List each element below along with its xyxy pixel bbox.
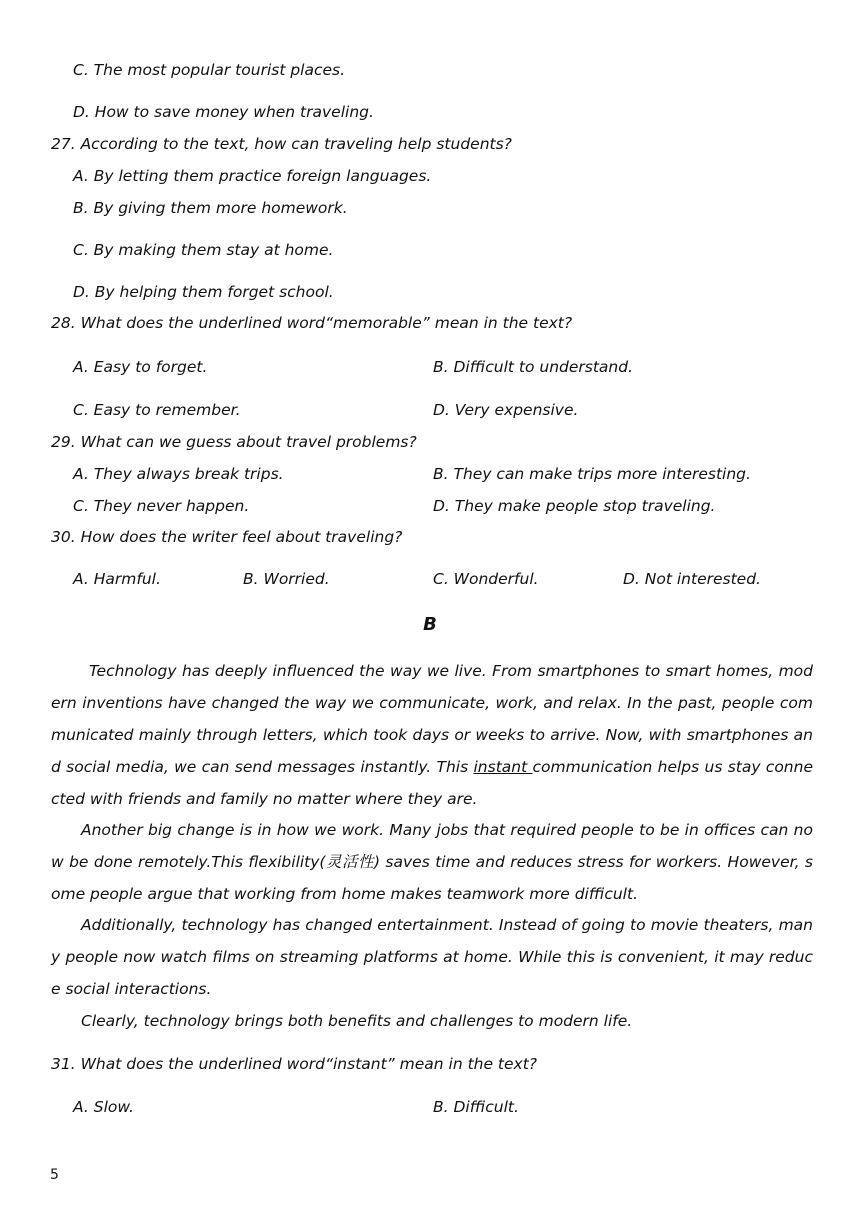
q26-option-d: D. How to save money when traveling. — [73, 103, 374, 121]
passage-p1-text-after: communication helps us stay connected with friends and family no matter where they are. — [51, 758, 813, 808]
q29-option-c: C. They never happen. — [73, 497, 250, 515]
section-b-heading: B — [423, 614, 437, 635]
q29-option-b: B. They can make trips more interesting. — [433, 465, 751, 483]
q29-question: 29. What can we guess about travel problems? — [51, 433, 417, 451]
passage-paragraph-2: Another big change is in how we work. Many jobs that required people to be in offices can now be done remotely.This flexibility(灵活性) saves time and reduces stress for workers. However, some people argue that working from home makes teamwork more difficult. — [51, 821, 813, 903]
q27-option-d: D. By helping them forget school. — [73, 283, 334, 301]
passage-paragraph-4: Clearly, technology brings both benefits and challenges to modern life. — [81, 1012, 633, 1030]
q29-option-d: D. They make people stop traveling. — [433, 497, 716, 515]
q28-option-b: B. Difficult to understand. — [433, 358, 634, 376]
q29-option-a: A. They always break trips. — [73, 465, 284, 483]
q27-option-b: B. By giving them more homework. — [73, 199, 348, 217]
q30-question: 30. How does the writer feel about traveling? — [51, 528, 403, 546]
q28-option-d: D. Very expensive. — [433, 401, 579, 419]
q31-option-b: B. Difficult. — [433, 1098, 519, 1116]
q30-option-d: D. Not interested. — [623, 570, 761, 588]
q28-option-c: C. Easy to remember. — [73, 401, 241, 419]
q26-option-c: C. The most popular tourist places. — [73, 61, 346, 79]
q30-option-b: B. Worried. — [243, 570, 330, 588]
q31-question: 31. What does the underlined word“instant” mean in the text? — [51, 1055, 538, 1073]
q28-option-a: A. Easy to forget. — [73, 358, 208, 376]
underlined-word-instant: instant — [473, 758, 533, 776]
q27-question: 27. According to the text, how can traveling help students? — [51, 135, 512, 153]
q27-option-a: A. By letting them practice foreign languages. — [73, 167, 432, 185]
q27-option-c: C. By making them stay at home. — [73, 241, 334, 259]
q30-option-c: C. Wonderful. — [433, 570, 539, 588]
passage-paragraph-3: Additionally, technology has changed entertainment. Instead of going to movie theaters, many people now watch films on streaming platforms at home. While this is convenient, it may reduce social interactions. — [51, 916, 813, 998]
q30-option-a: A. Harmful. — [73, 570, 161, 588]
q28-question: 28. What does the underlined word“memorable” mean in the text? — [51, 314, 573, 332]
passage-paragraph-1 — [51, 655, 813, 815]
q31-option-a: A. Slow. — [73, 1098, 134, 1116]
passage-p1-text-before: Technology has deeply influenced the way we live. From smartphones to smart homes, modern inventions have changed the way we communicate, work, and relax. In the past, people communicated mainly through letters, which took days or weeks to arrive. Now, with smartphones and social media, we can send messages instantly. This — [51, 662, 813, 776]
page-number: 5 — [50, 1167, 59, 1183]
